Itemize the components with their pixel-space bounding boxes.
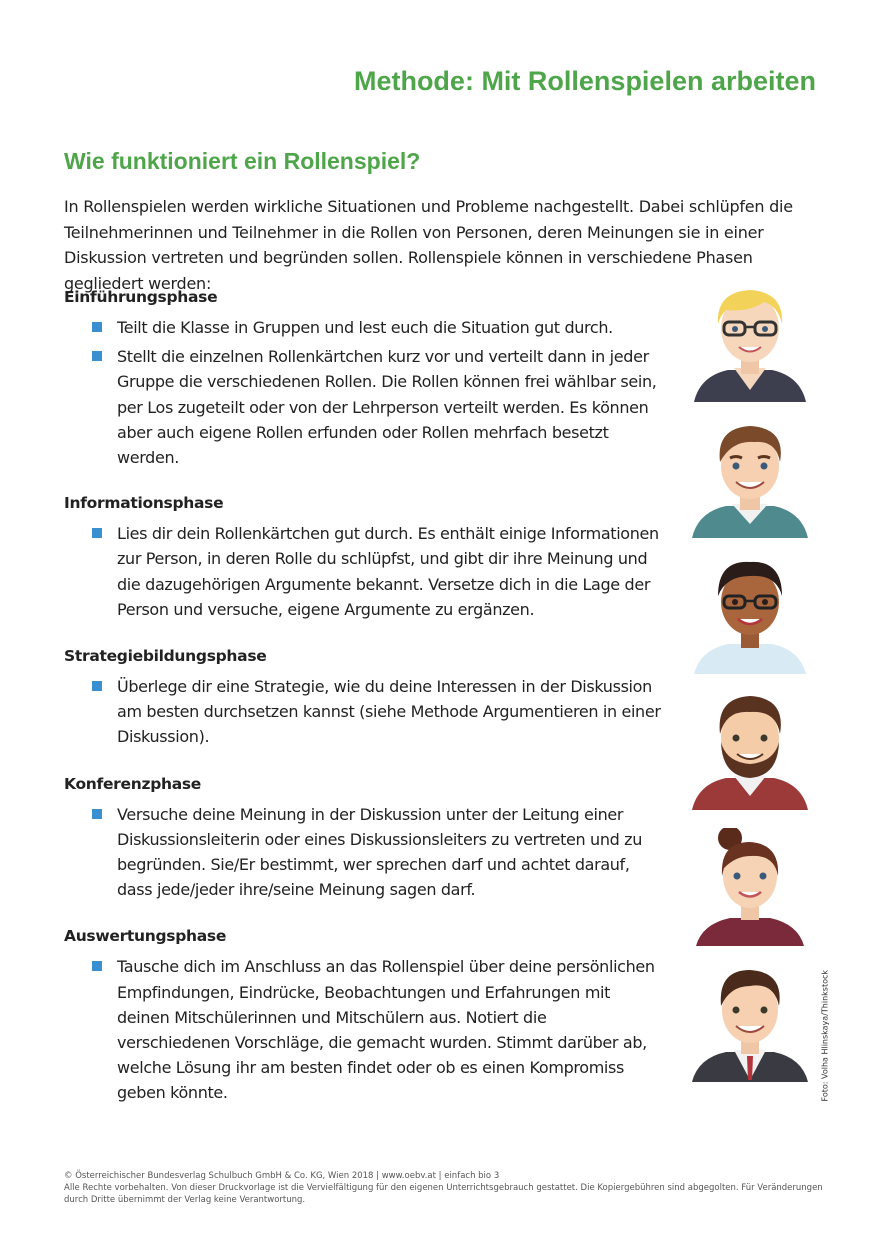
footer [64,1170,824,1206]
square-bullet-icon [92,351,102,361]
phase-auswertung [64,927,664,1105]
list-item-text: Tausche dich im Anschluss an das Rollenspiel über deine persönlichen Empfindungen, Eindrücke, Beobachtungen und Erfahrungen mit deinen Mitschülerinnen und Mitschülern aus. Notiert die verschiedenen Vorschläge, die gemacht wurden. Stimmt darüber ab, welche Lösung ihr am besten findet oder ob es einen Kompromiss geben könnte. [117,957,655,1103]
list-item [64,802,664,903]
footer-copyright: © Österreichischer Bundesverlag Schulbuch GmbH & Co. KG, Wien 2018 | www.oebv.at | einfach bio 3 [64,1171,500,1181]
square-bullet-icon [92,528,102,538]
intro-paragraph: In Rollenspielen werden wirkliche Situationen und Probleme nachgestellt. Dabei schlüpfen die Teilnehmerinnen und Teilnehmer in die Rollen von Personen, deren Meinungen sie in einer Diskussion vertreten und begründen sollen. Rollenspiele können in verschiedene Phasen gegliedert werden: [64,197,793,293]
square-bullet-icon [92,681,102,691]
phase-title: Strategiebildungsphase [64,647,267,666]
list-item [64,315,664,340]
list-item [64,674,664,750]
phase-bullets [64,802,664,903]
phase-title: Einführungsphase [64,288,218,306]
square-bullet-icon [92,961,102,971]
footer-rights: Alle Rechte vorbehalten. Von dieser Druckvorlage ist die Vervielfältigung für den eigenen Unterrichtsgebrauch gestattet. Die Kopiergebühren sind abgegolten. Für Veränderungen durch Dritte übernimmt der Verlag keine Verantwortung. [64,1183,823,1205]
avatar-blonde-woman-glasses [690,284,810,404]
phase-information [64,494,664,622]
phase-bullets [64,521,664,622]
list-item-text: Teilt die Klasse in Gruppen und lest euch die Situation gut durch. [117,318,613,337]
square-bullet-icon [92,809,102,819]
phase-bullets [64,315,664,470]
list-item-text: Stellt die einzelnen Rollenkärtchen kurz vor und verteilt dann in jeder Gruppe die verschiedenen Rollen. Die Rollen können frei wählbar sein, per Los zugeteilt oder von der Lehrperson verteilt werden. Es können aber auch eigene Rollen erfunden oder Rollen mehrfach besetzt werden. [117,347,657,468]
avatar-illustration [690,284,810,404]
list-item [64,954,664,1105]
avatar-bearded-man [690,692,810,812]
section-title: Wie funktioniert ein Rollenspiel? [64,148,421,174]
phase-konferenz [64,775,664,903]
list-item [64,344,664,470]
avatar-man-suit-tie [690,964,810,1084]
avatar-brown-hair-man [690,420,810,540]
phase-einfuehrung [64,288,664,470]
avatar-illustration [690,556,810,676]
avatar-illustration [690,828,810,948]
phase-strategiebildung [64,647,664,750]
phase-bullets [64,954,664,1105]
phase-title: Auswertungsphase [64,927,227,946]
avatar-illustration [690,420,810,540]
avatar-illustration [690,692,810,812]
list-item [64,521,664,622]
list-item-text: Versuche deine Meinung in der Diskussion unter der Leitung einer Diskussionsleiterin oder eines Diskussionsleiters zu vertreten und zu begründen. Sie/Er bestimmt, wer sprechen darf und achtet darauf, dass jede/jeder ihre/seine Meinung sagen darf. [117,804,643,900]
phase-title: Informationsphase [64,494,224,513]
phase-list [64,288,664,1110]
list-item-text: Überlege dir eine Strategie, wie du deine Interessen in der Diskussion am besten durchsetzen kannst (siehe Methode Argumentieren in einer Diskussion). [117,677,661,747]
square-bullet-icon [92,322,102,332]
avatar-woman-hair-bun [690,828,810,948]
phase-bullets [64,674,664,750]
avatar-illustration [690,964,810,1084]
photo-credit: Foto: Volha Hlinskaya/Thinkstock [820,969,830,1102]
avatar-dark-woman-glasses [690,556,810,676]
list-item-text: Lies dir dein Rollenkärtchen gut durch. Es enthält einige Informationen zur Person, in deren Rolle du schlüpfst, und gibt dir ihre Meinung und die dazugehörigen Argumente bekannt. Versetze dich in die Lage der Person und versuche, eigene Argumente zu ergänzen. [117,524,659,619]
phase-title: Konferenzphase [64,774,202,793]
page-title: Methode: Mit Rollenspielen arbeiten [353,66,816,96]
